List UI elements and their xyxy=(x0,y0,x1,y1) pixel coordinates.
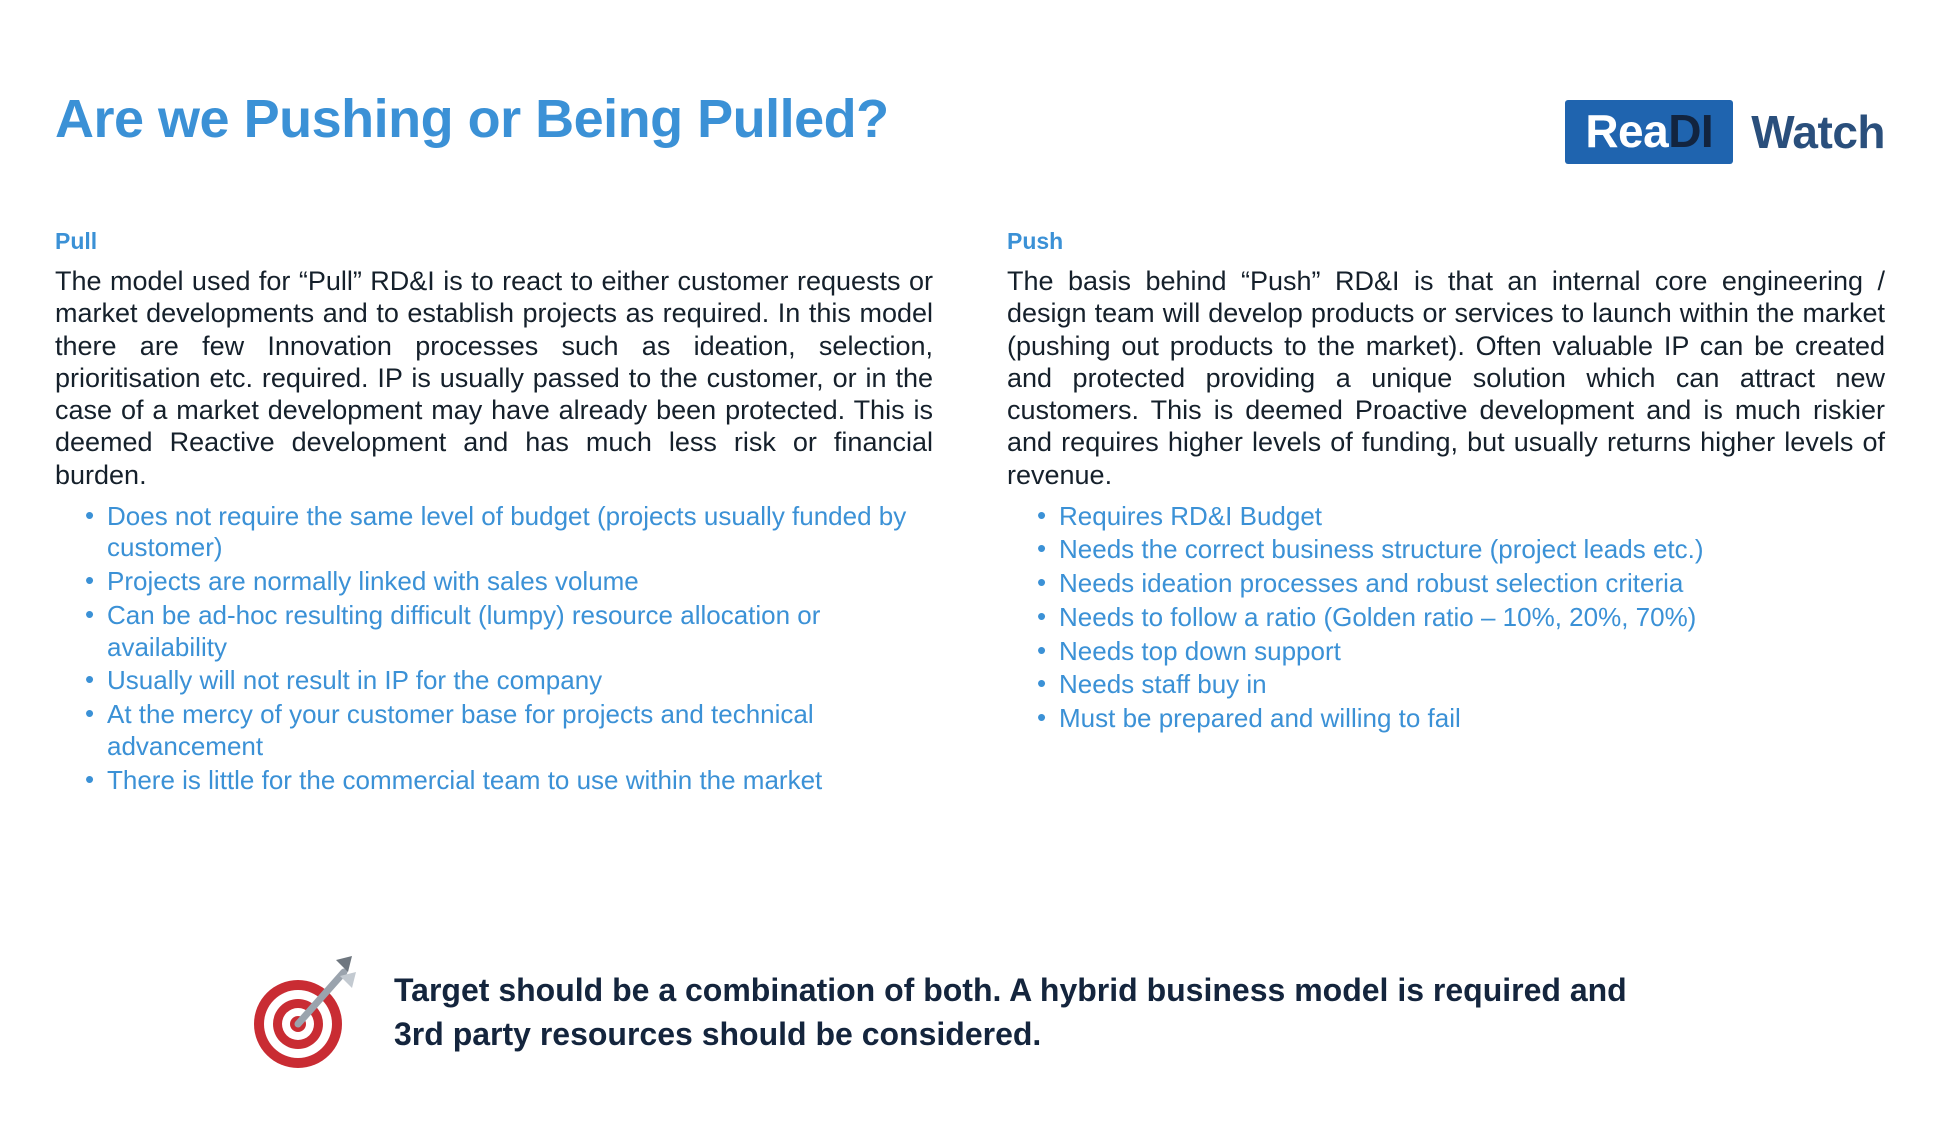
target-with-arrow-icon xyxy=(240,952,368,1072)
list-item: • Needs staff buy in xyxy=(1007,669,1885,701)
list-item: • Projects are normally linked with sales volume xyxy=(55,566,933,598)
logo-word: Watch xyxy=(1751,106,1885,158)
list-item: • Needs the correct business structure (project leads etc.) xyxy=(1007,534,1885,566)
column-heading-pull: Pull xyxy=(55,228,98,254)
list-item: • At the mercy of your customer base for projects and technical advancement xyxy=(55,699,933,762)
column-pull xyxy=(55,228,933,798)
slide-header xyxy=(55,88,1885,184)
column-push xyxy=(1007,228,1885,798)
logo-badge-suffix: DI xyxy=(1668,105,1714,157)
column-body-pull: The model used for “Pull” RD&I is to react to either customer requests or market developments and to establish projects as required. In this model there are few Innovation processes such as ideation, selection, prioritisation etc. required. IP is usually passed to the customer, or in the case of a market development may have already been protected. This is deemed Reactive development and has much less risk or financial burden. xyxy=(55,266,933,490)
bullet-list-pull xyxy=(55,501,933,796)
list-item: • Needs to follow a ratio (Golden ratio – 10%, 20%, 70%) xyxy=(1007,602,1885,634)
list-item: • Needs ideation processes and robust selection criteria xyxy=(1007,568,1885,600)
column-body-push: The basis behind “Push” RD&I is that an internal core engineering / design team will develop products or services to launch within the market (pushing out products to the market). Often valuable IP can be created and protected providing a unique solution which can attract new customers. This is deemed Proactive development and is much riskier and requires higher levels of funding, but usually returns higher levels of revenue. xyxy=(1007,266,1885,490)
content-columns xyxy=(55,228,1885,798)
list-item: • Can be ad-hoc resulting difficult (lumpy) resource allocation or availability xyxy=(55,600,933,663)
page-title: Are we Pushing or Being Pulled? xyxy=(55,89,889,149)
list-item: • Needs top down support xyxy=(1007,636,1885,668)
footer-callout xyxy=(240,952,1740,1072)
callout-text: Target should be a combination of both. A hybrid business model is required and 3rd party resources should be considered. xyxy=(394,971,1627,1052)
list-item: • There is little for the commercial team to use within the market xyxy=(55,765,933,797)
list-item: • Must be prepared and willing to fail xyxy=(1007,703,1885,735)
readi-watch-logo xyxy=(1565,96,1885,168)
list-item: • Requires RD&I Budget xyxy=(1007,501,1885,533)
list-item: • Does not require the same level of budget (projects usually funded by customer) xyxy=(55,501,933,564)
logo-badge-prefix: Rea xyxy=(1585,105,1669,157)
column-heading-push: Push xyxy=(1007,228,1064,254)
bullet-list-push xyxy=(1007,501,1885,735)
list-item: • Usually will not result in IP for the company xyxy=(55,665,933,697)
logo-badge xyxy=(1565,100,1733,164)
